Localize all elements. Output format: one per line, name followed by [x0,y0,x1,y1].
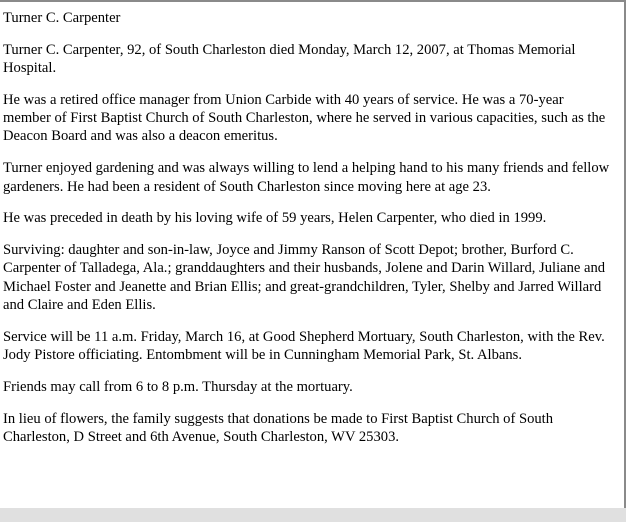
window-top-border [0,0,626,2]
paragraph-career: He was a retired office manager from Union Carbide with 40 years of service. He was a 70-year member of First Baptist Church of South Charleston, where he served in various capacities, such as the Deacon Board and was also a deacon emeritus. [3,91,606,145]
document-title: Turner C. Carpenter [3,10,121,26]
paragraph-preceded: He was preceded in death by his loving wife of 59 years, Helen Carpenter, who died in 1999. [3,210,547,227]
horizontal-scrollbar[interactable] [0,508,626,522]
paragraph-visitation: Friends may call from 6 to 8 p.m. Thursday at the mortuary. [3,378,353,395]
paragraph-survivors: Surviving: daughter and son-in-law, Joyce and Jimmy Ranson of Scott Depot; brother, Burford C. Carpenter of Talladega, Ala.; granddaughters and their husbands, Jolene and Darin Willard, Juliane and Michael Foster and Jeanette and Brian Ellis; and great-grandchildren, Tyler, Shelby and Jarred Willard and Claire and Eden Ellis. [3,242,606,314]
paragraph-donations: In lieu of flowers, the family suggests that donations be made to First Baptist Church of South Charleston, D Street and 6th Avenue, South Charleston, WV 25303. [3,410,554,446]
obituary-text [3,9,615,460]
paragraph-hobbies: Turner enjoyed gardening and was always willing to lend a helping hand to his many friends and fellow gardeners. He had been a resident of South Charleston since moving here at age 23. [3,160,610,195]
paragraph-service: Service will be 11 a.m. Friday, March 16, at Good Shepherd Mortuary, South Charleston, with the Rev. Jody Pistore officiating. Entombment will be in Cunningham Memorial Park, St. Albans. [3,328,605,364]
paragraph-death-notice: Turner C. Carpenter, 92, of South Charleston died Monday, March 12, 2007, at Thomas Memorial Hospital. [3,41,576,77]
